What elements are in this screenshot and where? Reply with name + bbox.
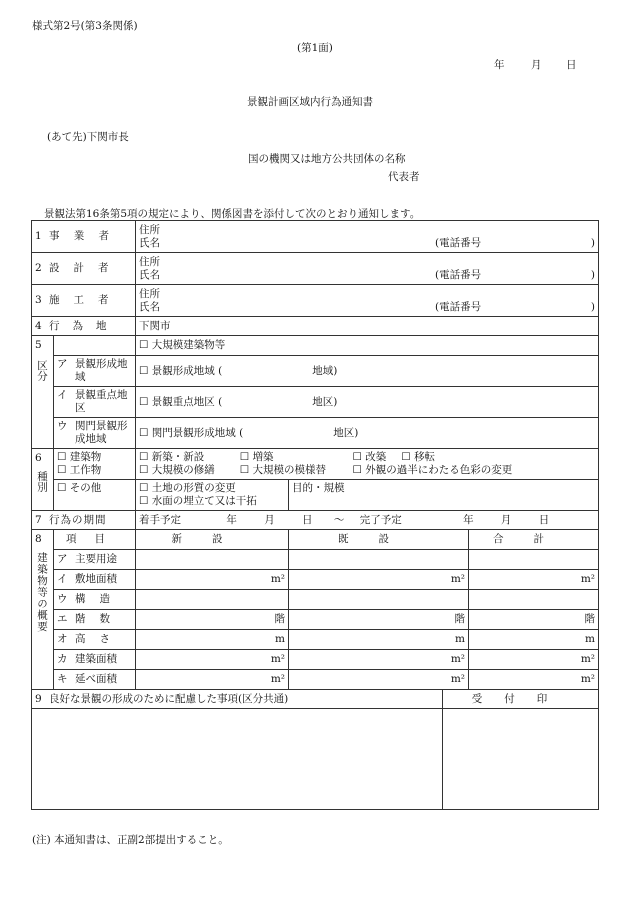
purpose-scale-label: 目的・規模 [289, 480, 599, 511]
receipt-stamp-label: 受付印 [443, 690, 599, 709]
checkbox-large-building[interactable] [139, 339, 148, 351]
overview-row: エ 階数 階 階 階 [32, 610, 599, 630]
overview-row: キ 延べ面積 m² m² m² [32, 670, 599, 690]
party-label: 事業者 [49, 230, 115, 242]
checkbox-land-change[interactable] [139, 482, 148, 494]
location-value: 下関市 [136, 317, 599, 336]
checkbox-structure[interactable] [57, 464, 66, 476]
address-label: 住所 [139, 255, 160, 268]
party-label: 施工者 [49, 294, 123, 306]
overview-row: カ 建築面積 m² m² m² [32, 650, 599, 670]
party-row-designer: 2 設計者 住所 氏名 (電話番号 ) [32, 253, 599, 285]
address-label: 住所 [139, 287, 160, 300]
category-label: 区分 [36, 360, 48, 381]
consideration-header-row: 9 良好な景観の形成のために配慮した事項(区分共通) 受付印 [32, 690, 599, 709]
representative-label: 代表者 [388, 171, 420, 183]
type-row-structures: 6 種別 ☐ 建築物 ☐ 工作物 ☐ 新築・新設☐ 増築☐ 改築☐ 移転 ☐ 大規模の修繕☐ 大規模の模様替☐ 外観の過半にわたる色彩の変更 [32, 449, 599, 480]
overview-row: イ 敷地面積 m² m² m² [32, 570, 599, 590]
date-year: 年 [494, 59, 505, 71]
party-label: 設計者 [49, 262, 123, 274]
addressee: (あて先)下関市長 [47, 131, 129, 143]
consideration-body-row [32, 709, 599, 810]
header-new: 新設 [136, 530, 289, 550]
category-row-area-a: ア 景観形成地域 ☐ 景観形成地域 ( 地域) [32, 356, 599, 387]
checkbox-kanmon-area[interactable] [139, 427, 148, 439]
checkbox-major-repair[interactable] [139, 464, 148, 476]
name-label: 氏名 [139, 236, 160, 249]
checkbox-building[interactable] [57, 451, 66, 463]
type-row-other: ☐ その他 ☐ 土地の形質の変更 ☐ 水面の埋立て又は干拓 目的・規模 [32, 480, 599, 511]
category-row-large: 5 区分 ☐ 大規模建築物等 [32, 336, 599, 356]
party-row-constructor: 3 施工者 住所 氏名 (電話番号 ) [32, 285, 599, 317]
category-row-area-c: ウ 関門景観形成地域 ☐ 関門景観形成地域 ( 地区) [32, 418, 599, 449]
overview-row: ア 主要用途 [32, 550, 599, 570]
name-label: 氏名 [139, 300, 160, 313]
intro-text: 景観法第16条第5項の規定により、関係図書を添付して次のとおり通知します。 [44, 208, 421, 220]
checkbox-relocation[interactable] [401, 451, 410, 463]
checkbox-color-change[interactable] [353, 464, 362, 476]
location-row: 4 行為地 下関市 [32, 317, 599, 336]
document-title: 景観計画区域内行為通知書 [247, 96, 373, 108]
type-label: 種別 [36, 471, 48, 492]
checkbox-rebuild[interactable] [353, 451, 362, 463]
party-row-business: 1 事業者 住所 氏名 (電話番号 ) [32, 221, 599, 253]
form-number: 様式第2号(第3条関係) [32, 20, 138, 32]
phone-label: (電話番号 [435, 236, 482, 249]
page-side-label: (第1面) [297, 42, 333, 54]
checkbox-priority-district[interactable] [139, 396, 148, 408]
checkbox-new-build[interactable] [139, 451, 148, 463]
header-item: 項目 [54, 530, 136, 550]
date-day: 日 [566, 59, 577, 71]
address-label: 住所 [139, 223, 160, 236]
checkbox-major-remodel[interactable] [240, 464, 249, 476]
organization-name-label: 国の機関又は地方公共団体の名称 [248, 153, 406, 165]
name-label: 氏名 [139, 268, 160, 281]
header-total: 合計 [469, 530, 599, 550]
date-month: 月 [531, 59, 542, 71]
checkbox-other[interactable] [57, 482, 66, 494]
checkbox-landscape-area[interactable] [139, 365, 148, 377]
phone-label: (電話番号 [435, 268, 482, 281]
footnote: (注) 本通知書は、正副2部提出すること。 [32, 834, 229, 846]
row-number: 1 [35, 230, 42, 242]
category-row-area-b: イ 景観重点地区 ☐ 景観重点地区 ( 地区) [32, 387, 599, 418]
overview-label: 建築物等の概要 [36, 552, 48, 633]
consideration-label: 良好な景観の形成のために配慮した事項(区分共通) [49, 692, 289, 705]
row-number: 2 [35, 262, 42, 274]
consideration-text-area[interactable] [32, 709, 443, 810]
row-number: 3 [35, 294, 42, 306]
receipt-stamp-area [443, 709, 599, 810]
phone-label: (電話番号 [435, 300, 482, 313]
location-label: 行為地 [49, 319, 120, 332]
period-row: 7 行為の期間 着手予定 年 月 日 ～ 完了予定 年 月 日 [32, 511, 599, 530]
notification-form-table [31, 220, 599, 810]
checkbox-reclamation[interactable] [139, 495, 148, 507]
header-existing: 既設 [289, 530, 469, 550]
period-label: 行為の期間 [49, 513, 107, 526]
checkbox-extension[interactable] [240, 451, 249, 463]
overview-row: ウ 構造 [32, 590, 599, 610]
overview-header-row: 8 建築物等の概要 項目 新設 既設 合計 [32, 530, 599, 550]
overview-row: オ 高さ m m m [32, 630, 599, 650]
